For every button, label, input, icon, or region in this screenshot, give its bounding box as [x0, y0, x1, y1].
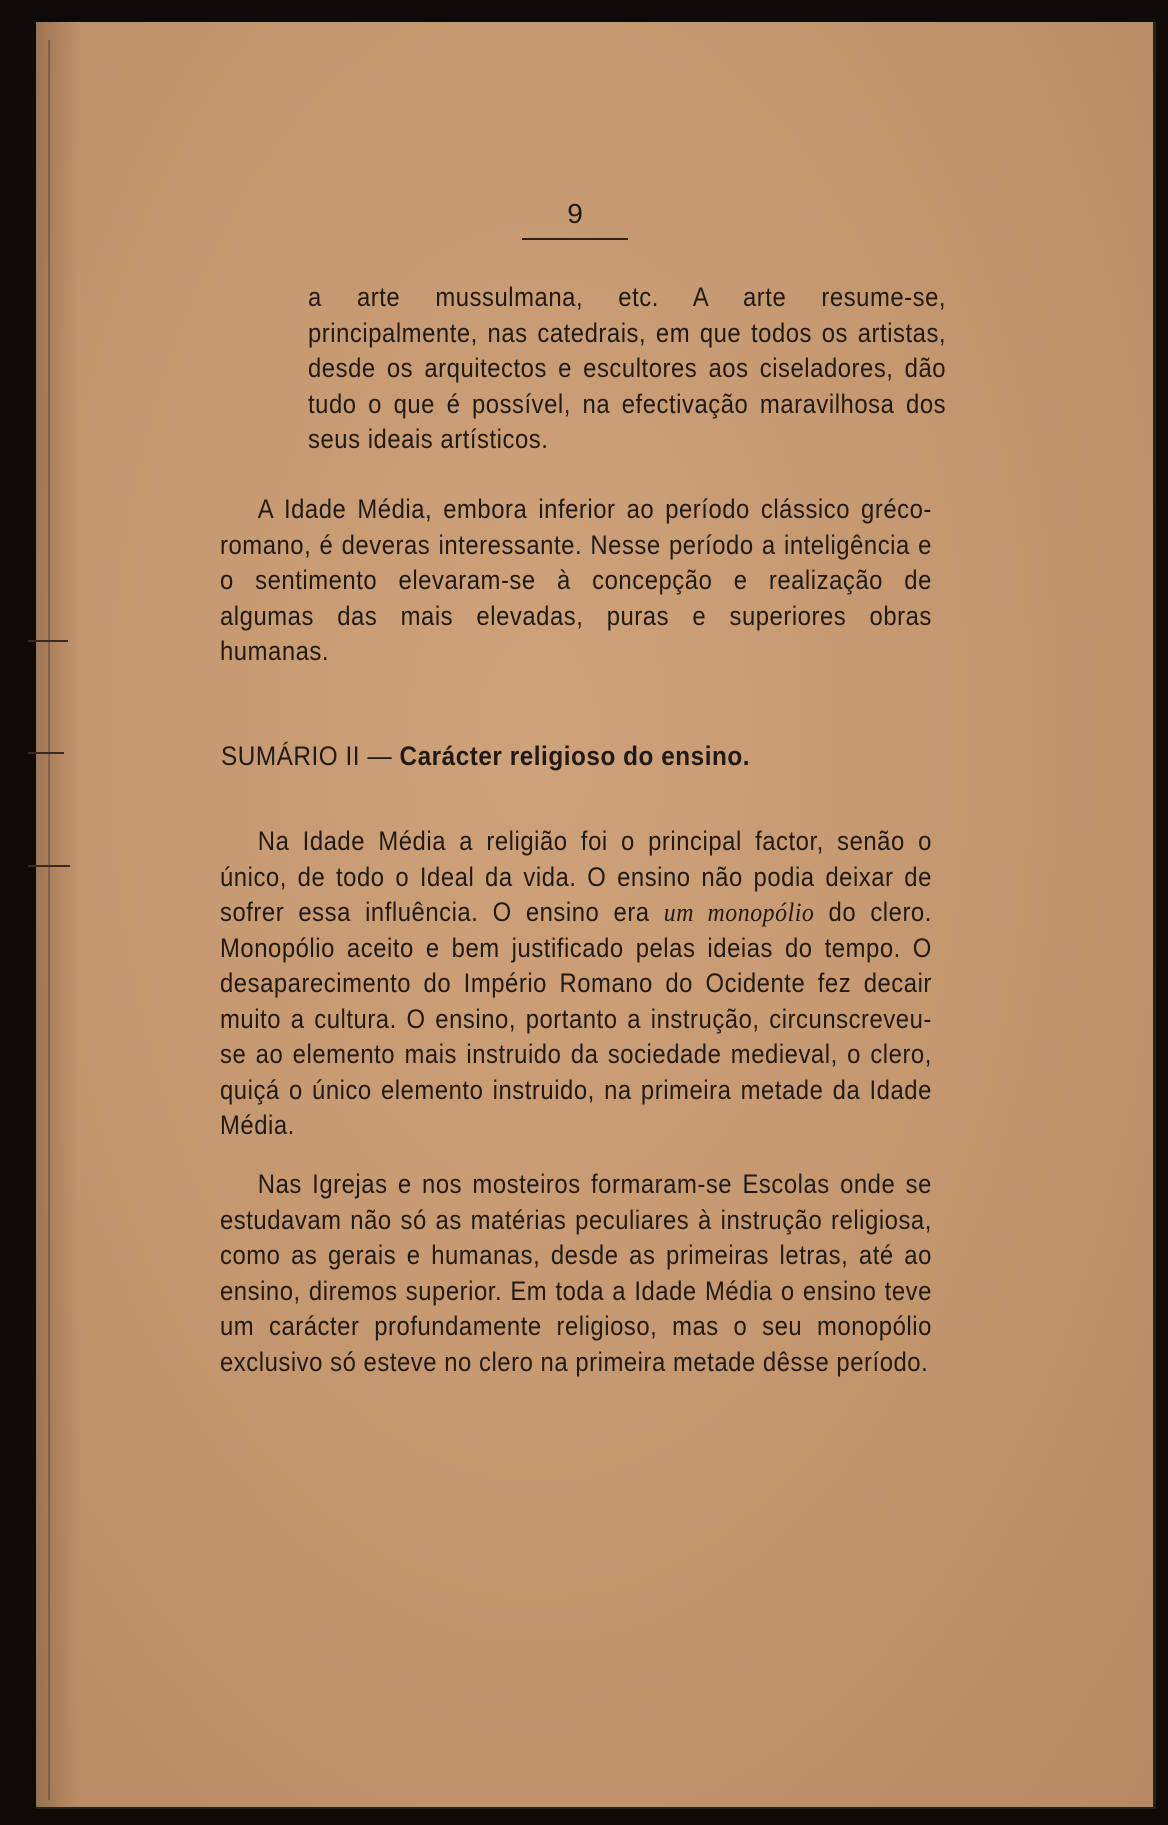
- page-number: 9: [567, 198, 583, 229]
- paragraph-religiao-part1: Na Idade Média a religião foi o principal factor, senão o único, de todo o Ideal da vida. O ensino não podia deixar de sofrer essa influência. O ensino era: [220, 826, 932, 927]
- paragraph-idade-media: A Idade Média, embora inferior ao período clássico gréco-romano, é deveras interessante. Nesse período a inteligência e o sentimento elevaram-se à concepção e realização de algumas das mais elevadas, puras e superiores obras humanas.: [220, 494, 932, 666]
- binding-line: [48, 40, 50, 1800]
- paragraph-religiao: [220, 824, 932, 1144]
- section-heading-prefix: SUMÁRIO II —: [221, 741, 400, 771]
- paragraph-arte-mussulmana: a arte mussulmana, etc. A arte resume-se, principalmente, nas catedrais, em que todos os artistas, desde os arquitectos e escultores aos ciseladores, dão tudo o que é possível, na efectivação maravilhosa dos seus ideais artísticos.: [308, 282, 947, 454]
- page-number-rule: [522, 238, 628, 240]
- binding-stitch: [28, 752, 64, 754]
- page-fold-shadow: [36, 22, 80, 1807]
- paragraph-igrejas-mosteiros: Nas Igrejas e nos mosteiros formaram-se Escolas onde se estudavam não só as matérias peculiares à instrução religiosa, como as gerais e humanas, desde as primeiras letras, até ao ensino, diremos superior. Em toda a Idade Média o ensino teve um carácter profundamente religioso, mas o seu monopólio exclusivo só esteve no clero na primeira metade dêsse período.: [220, 1169, 932, 1377]
- paragraph-religiao-part2: do clero. Monopólio aceito e bem justificado pelas ideias do tempo. O desaparecimento do Império Romano do Ocidente fez decair muito a cultura. O ensino, portanto a instrução, circunscreveu-se ao elemento mais instruido da sociedade medieval, o clero, quiçá o único elemento instruido, na primeira metade da Idade Média.: [220, 897, 932, 1140]
- section-heading-title: Carácter religioso do ensino.: [399, 741, 751, 771]
- binding-stitch: [28, 865, 70, 867]
- binding-stitch: [28, 640, 68, 642]
- section-heading: [221, 741, 750, 772]
- paragraph-religiao-italic: um monopólio: [663, 897, 815, 927]
